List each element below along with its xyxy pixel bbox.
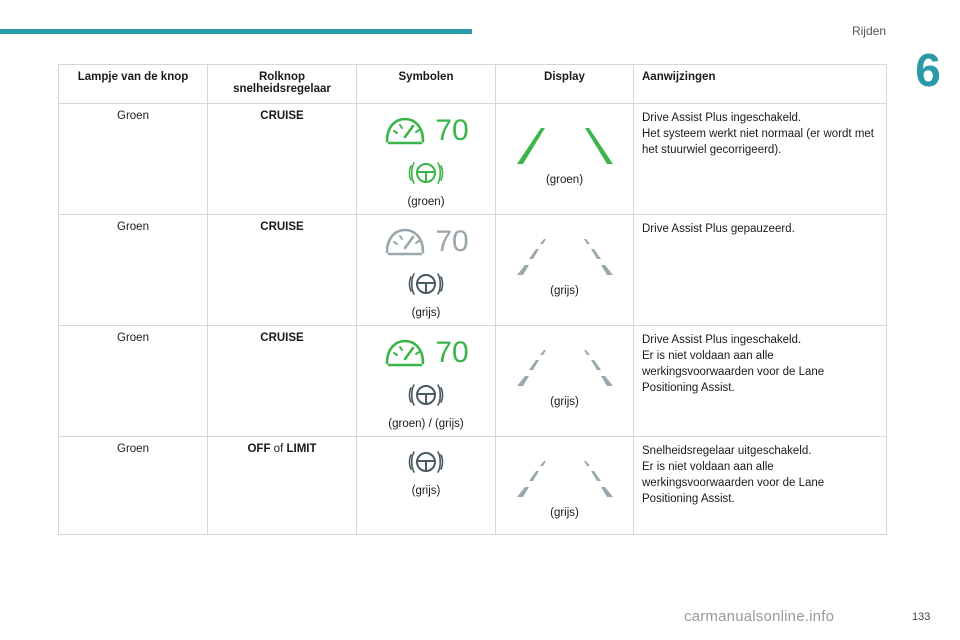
note-line: Drive Assist Plus ingeschakeld. <box>642 112 802 124</box>
symbol-caption: (groen) <box>407 196 445 208</box>
knob-cell <box>208 104 357 215</box>
notes-cell <box>634 215 887 326</box>
knob-cell <box>208 437 357 535</box>
lane-lines-dashed-icon <box>515 459 615 499</box>
symbol-cell <box>357 104 496 215</box>
header-lamp: Lampje van de knop <box>59 65 208 104</box>
steering-assist-icon <box>408 156 444 188</box>
speed-value: 70 <box>435 336 469 369</box>
notes-cell <box>634 326 887 437</box>
speed-value: 70 <box>435 114 469 147</box>
knob-label: CRUISE <box>260 110 304 122</box>
status-table <box>58 64 887 535</box>
note-line: Drive Assist Plus gepauzeerd. <box>642 223 795 235</box>
header-knob: Rolknop snelheidsregelaar <box>208 65 357 104</box>
symbol-caption: (groen) / (grijs) <box>388 418 464 430</box>
knob-cell <box>208 215 357 326</box>
symbol-cell <box>357 215 496 326</box>
lane-lines-solid-icon <box>515 126 615 166</box>
cruise-gauge-icon <box>383 115 427 147</box>
steering-assist-icon <box>408 267 444 299</box>
speed-value: 70 <box>435 225 469 258</box>
knob-label: CRUISE <box>260 332 304 344</box>
note-line: Het systeem werkt niet normaal (er wordt met het stuurwiel gecorrigeerd). <box>642 128 874 156</box>
note-line: Drive Assist Plus ingeschakeld. <box>642 334 802 346</box>
table-row <box>59 326 887 437</box>
display-cell <box>496 104 634 215</box>
display-cell <box>496 215 634 326</box>
watermark: carmanualsonline.info <box>684 608 835 625</box>
notes-cell <box>634 104 887 215</box>
lane-lines-dashed-icon <box>515 348 615 388</box>
note-line: Snelheidsregelaar uitgeschakeld. <box>642 445 812 457</box>
notes-cell <box>634 437 887 535</box>
knob-cell <box>208 326 357 437</box>
display-caption: (grijs) <box>550 507 579 519</box>
display-cell <box>496 326 634 437</box>
symbol-caption: (grijs) <box>411 485 441 497</box>
lane-lines-dashed-icon <box>515 237 615 277</box>
table-header-row <box>59 65 887 104</box>
symbol-cell <box>357 437 496 535</box>
lamp-cell: Groen <box>59 326 208 437</box>
page-number: 133 <box>912 611 931 623</box>
symbol-caption: (grijs) <box>411 307 441 319</box>
lamp-cell: Groen <box>59 437 208 535</box>
table-row <box>59 215 887 326</box>
symbol-cell <box>357 326 496 437</box>
display-cell <box>496 437 634 535</box>
display-caption: (groen) <box>545 174 584 186</box>
display-caption: (grijs) <box>550 285 579 297</box>
knob-label: OFF <box>247 443 271 455</box>
table-row <box>59 104 887 215</box>
display-caption: (grijs) <box>550 396 579 408</box>
lamp-cell: Groen <box>59 215 208 326</box>
note-line: Er is niet voldaan aan alle werkingsvoorwaarden voor de Lane Positioning Assist. <box>642 350 825 394</box>
knob-label: CRUISE <box>260 221 304 233</box>
steering-assist-icon <box>408 445 444 477</box>
table-row <box>59 437 887 535</box>
header-accent-bar <box>0 29 472 34</box>
knob-separator: of <box>270 443 287 455</box>
cruise-gauge-icon <box>383 226 427 258</box>
header-notes: Aanwijzingen <box>634 65 887 104</box>
steering-assist-icon <box>408 378 444 410</box>
lamp-cell: Groen <box>59 104 208 215</box>
cruise-gauge-icon <box>383 337 427 369</box>
note-line: Er is niet voldaan aan alle werkingsvoorwaarden voor de Lane Positioning Assist. <box>642 461 825 505</box>
chapter-number: 6 <box>915 44 941 96</box>
header-symbols: Symbolen <box>357 65 496 104</box>
knob-label-alt: LIMIT <box>286 443 317 455</box>
header-display: Display <box>496 65 634 104</box>
section-title: Rijden <box>851 24 886 38</box>
